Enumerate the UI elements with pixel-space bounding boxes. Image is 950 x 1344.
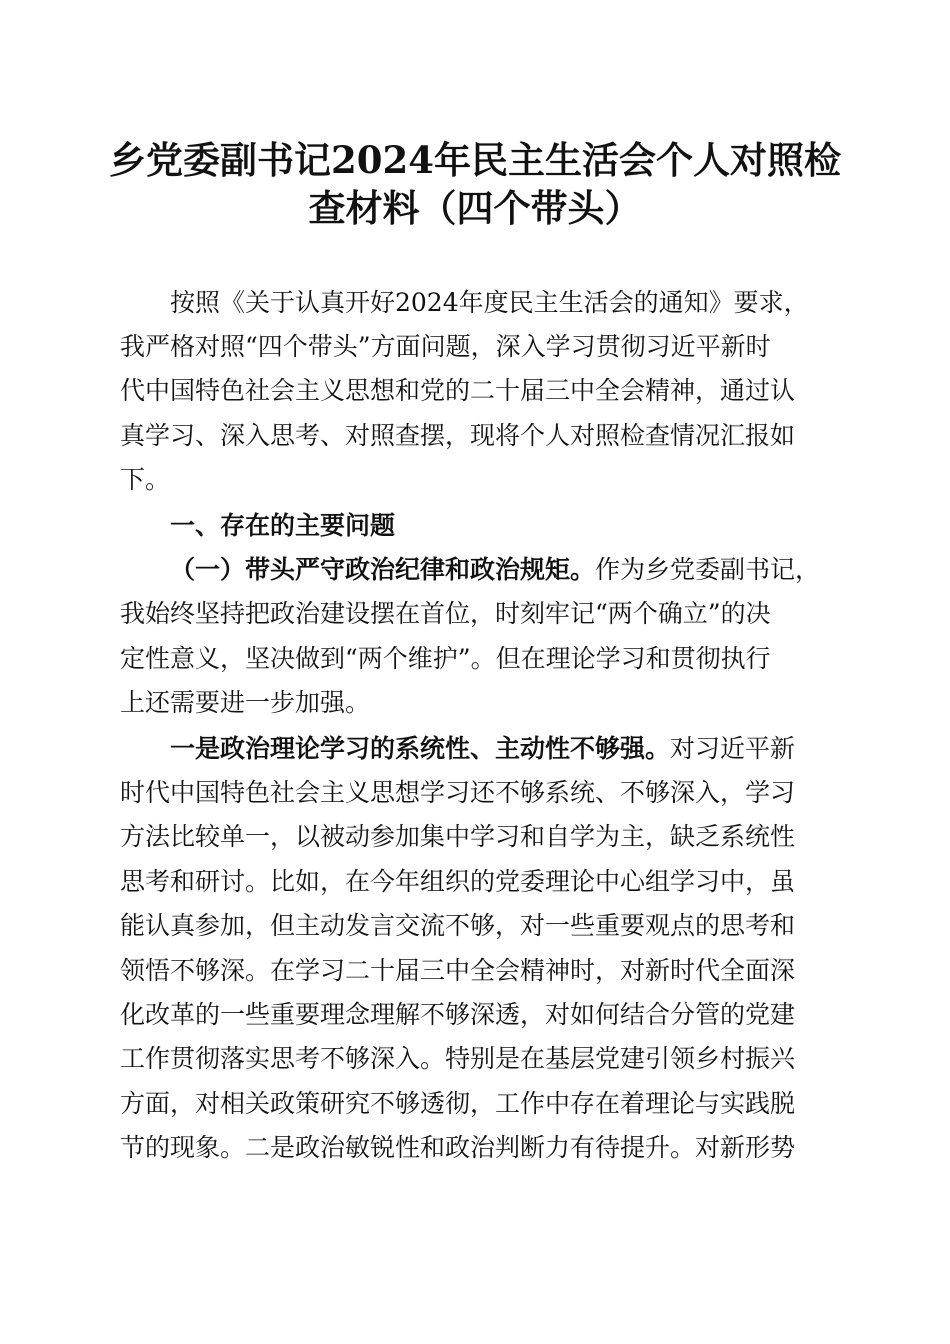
point-line-8: 工作贯彻落实思考不够深入。特别是在基层党建引领乡村振兴 (120, 1044, 796, 1073)
intro-line-1: 按照《关于认真开好2024年度民主生活会的通知》要求， (170, 288, 809, 317)
sub-heading-first-line (170, 548, 840, 592)
point-lead: 一是政治理论学习的系统性、主动性不够强。 (170, 734, 671, 763)
title-line-2: 查材料（四个带头） (308, 186, 642, 230)
intro-line-4: 真学习、深入思考、对照查摆，现将个人对照检查情况汇报如 (120, 421, 796, 450)
intro-line-2: 我严格对照“四个带头”方面问题，深入学习贯彻习近平新时 (120, 332, 771, 361)
title-line-1: 乡党委副书记2024年民主生活会个人对照检 (109, 138, 841, 182)
point-line-6: 领悟不够深。在学习二十届三中全会精神时，对新时代全面深 (120, 956, 796, 985)
point-text-1: 对习近平新 (670, 734, 796, 763)
point-line-9: 方面，对相关政策研究不够透彻，工作中存在着理论与实践脱 (120, 1089, 796, 1118)
section-heading: 一、存在的主要问题 (170, 511, 396, 540)
sub-heading-line-4: 上还需要进一步加强。 (120, 688, 371, 717)
intro-line-3: 代中国特色社会主义思想和党的二十届三中全会精神，通过认 (120, 376, 796, 405)
point-line-10: 节的现象。二是政治敏锐性和政治判断力有待提升。对新形势 (120, 1133, 796, 1162)
sub-heading-lead: （一）带头严守政治纪律和政治规矩。 (170, 555, 596, 584)
point-line-2: 时代中国特色社会主义思想学习还不够系统、不够深入，学习 (120, 778, 796, 807)
sub-heading-text-1: 作为乡党委副书记， (595, 555, 821, 584)
intro-line-5: 下。 (120, 465, 171, 494)
point-line-7: 化改革的一些重要理念理解不够深透，对如何结合分管的党建 (120, 1000, 796, 1029)
point-line-3: 方法比较单一，以被动参加集中学习和自学为主，缺乏系统性 (120, 822, 796, 851)
sub-heading-line-3: 定性意义，坚决做到“两个维护”。但在理论学习和贯彻执行 (120, 644, 771, 673)
sub-heading-line-2: 我始终坚持把政治建设摆在首位，时刻牢记“两个确立”的决 (120, 599, 771, 628)
point-line-5: 能认真参加，但主动发言交流不够，对一些重要观点的思考和 (120, 911, 796, 940)
point-line-4: 思考和研讨。比如，在今年组织的党委理论中心组学习中，虽 (120, 867, 796, 896)
document-title (100, 136, 850, 232)
point-first-line (170, 727, 840, 771)
